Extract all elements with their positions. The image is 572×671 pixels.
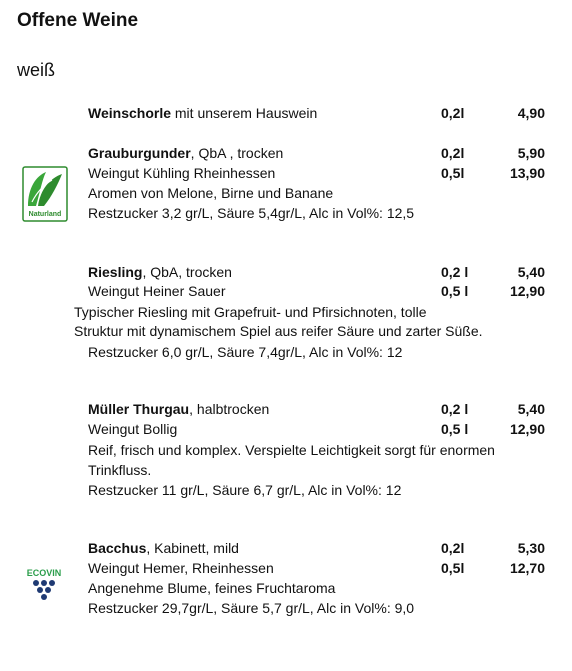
winery: Weingut Kühling Rheinhessen: [88, 165, 276, 181]
wine-title: [88, 539, 239, 557]
winery: Weingut Heiner Sauer: [88, 283, 226, 299]
wine-title: [88, 400, 269, 418]
price: 12,70: [509, 560, 545, 576]
volume: 0,5 l: [441, 283, 469, 299]
price: 4,90: [517, 105, 545, 121]
tasting-note: Aromen von Melone, Birne und Banane: [88, 185, 334, 201]
volume: 0,5l: [441, 165, 465, 181]
page-title: Offene Weine: [17, 10, 139, 31]
analysis: Restzucker 3,2 gr/L, Säure 5,4gr/L, Alc in Vol%: 12,5: [88, 205, 415, 221]
analysis: Restzucker 11 gr/L, Säure 6,7 gr/L, Alc in Vol%: 12: [88, 482, 402, 498]
tasting-note: Struktur mit dynamischem Spiel aus reifer Säure und zarter Süße.: [74, 323, 483, 339]
wine-name: Müller Thurgau: [88, 401, 190, 417]
price: 12,90: [509, 421, 545, 437]
tasting-note: Reif, frisch und komplex. Verspielte Leichtigkeit sorgt für enormen: [88, 442, 495, 458]
wine-title: [88, 104, 317, 122]
price: 5,90: [517, 145, 545, 161]
wine-description: , QbA , trocken: [190, 145, 284, 161]
wine-description: , Kabinett, mild: [146, 540, 239, 556]
tasting-note: Trinkfluss.: [88, 462, 152, 478]
naturland-logo: [22, 166, 68, 222]
analysis: Restzucker 29,7gr/L, Säure 5,7 gr/L, Alc in Vol%: 9,0: [88, 600, 415, 616]
price: 13,90: [509, 165, 545, 181]
tasting-note: Typischer Riesling mit Grapefruit- und Pfirsichnoten, tolle: [74, 304, 427, 320]
volume: 0,2l: [441, 540, 465, 556]
volume: 0,2l: [441, 105, 465, 121]
wine-title: [88, 144, 283, 162]
volume: 0,2 l: [441, 264, 469, 280]
price: 5,40: [517, 401, 545, 417]
ecovin-logo: [22, 567, 66, 605]
analysis: Restzucker 6,0 gr/L, Säure 7,4gr/L, Alc in Vol%: 12: [88, 344, 403, 360]
volume: 0,2l: [441, 145, 465, 161]
wine-description: , QbA, trocken: [142, 264, 232, 280]
wine-name: Bacchus: [88, 540, 147, 556]
logo-text: Naturland: [28, 211, 62, 218]
price: 12,90: [509, 283, 545, 299]
wine-description: , halbtrocken: [189, 401, 270, 417]
wine-description: mit unserem Hauswein: [171, 105, 318, 121]
volume: 0,2 l: [441, 401, 469, 417]
winery: Weingut Bollig: [88, 421, 178, 437]
logo-text: ECOVIN: [26, 568, 62, 578]
wine-title: [88, 263, 232, 281]
wine-name: Riesling: [88, 264, 143, 280]
wine-name: Grauburgunder: [88, 145, 191, 161]
price: 5,30: [517, 540, 545, 556]
tasting-note: Angenehme Blume, feines Fruchtaroma: [88, 580, 336, 596]
price: 5,40: [517, 264, 545, 280]
winery: Weingut Hemer, Rheinhessen: [88, 560, 274, 576]
volume: 0,5l: [441, 560, 465, 576]
wine-name: Weinschorle: [88, 105, 171, 121]
section-title: weiß: [17, 60, 56, 80]
volume: 0,5 l: [441, 421, 469, 437]
